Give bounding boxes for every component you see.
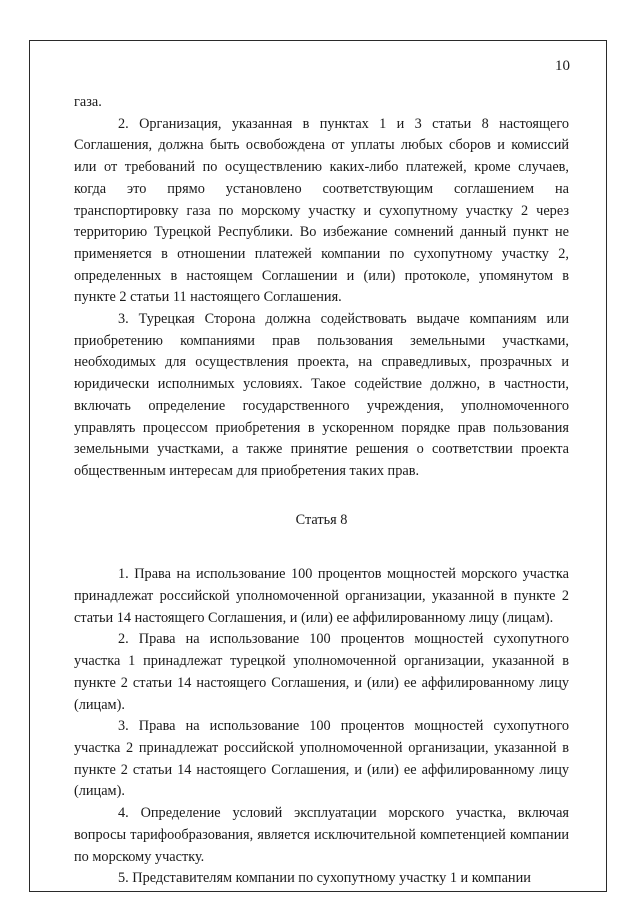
article-8-clause-5: 5. Представителям компании по сухопутному участку 1 и компании [118, 870, 531, 887]
article-8-clause-2: 2. Права на использование 100 процентов мощностей сухопутного участка 1 принадлежат турецкой уполномоченной организации, указанной в пункте 2 статьи 14 настоящего Соглашения, и (или) ее аффилированному лицу (лицам). [74, 631, 569, 713]
page-number: 10 [555, 58, 570, 74]
article-heading: Статья 8 [295, 511, 348, 528]
paragraph-continuation: газа. [74, 94, 102, 110]
paragraph-clause-3: 3. Турецкая Сторона должна содействовать выдаче компаниям или приобретению компаниями прав пользования земельными участками, необходимых для осуществления проекта, на справедливых, прозрачных и юридически исполнимых условиях. Такое содействие должно, в частности, включать определение государственного учреждения, уполномоченного управлять процессом приобретения в ускоренном порядке прав пользования земельными участками, а также принятие решения о соответствии проекта общественным интересам для приобретения таких прав. [74, 311, 569, 479]
article-8-clause-4: 4. Определение условий эксплуатации морского участка, включая вопросы тарифообразования, является исключительной компетенцией компании по морскому участку. [74, 805, 569, 865]
document-body [74, 92, 569, 890]
article-8-clause-3: 3. Права на использование 100 процентов мощностей сухопутного участка 2 принадлежат российской уполномоченной организации, указанной в пункте 2 статьи 14 настоящего Соглашения, и (или) ее аффилированному лицу (лицам). [74, 718, 569, 800]
paragraph-clause-2: 2. Организация, указанная в пунктах 1 и 3 статьи 8 настоящего Соглашения, должна быть освобождена от уплаты любых сборов и комиссий или от требований по осуществлению каких-либо платежей, кроме случаев, когда это прямо установлено соответствующим соглашением на транспортировку газа по морскому участку и сухопутному участку 2 через территорию Турецкой Республики. Во избежание сомнений данный пункт не применяется в отношении платежей компании по сухопутному участку 2, определенных в настоящем Соглашении и (или) протоколе, упомянутом в пункте 2 статьи 11 настоящего Соглашения. [74, 115, 569, 306]
article-8-clause-1: 1. Права на использование 100 процентов мощностей морского участка принадлежат российской уполномоченной организации, указанной в пункте 2 статьи 14 настоящего Соглашения, и (или) ее аффилированному лицу (лицам). [74, 566, 569, 626]
